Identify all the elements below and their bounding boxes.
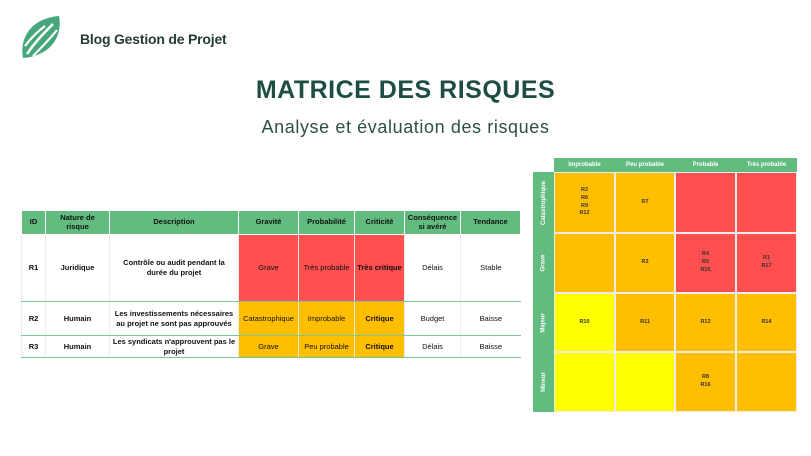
header-id: ID	[22, 211, 46, 235]
matrix-cell	[675, 172, 736, 233]
risk-id: R8	[701, 374, 710, 381]
cell-probabilite: Peu probable	[299, 336, 355, 358]
cell-consequence: Délais	[405, 336, 461, 358]
cell-gravite: Grave	[239, 336, 299, 358]
cell-criticite: Critique	[355, 302, 405, 336]
cell-id: R1	[22, 235, 46, 302]
matrix-col-header: Improbable	[554, 158, 615, 172]
site-name: Blog Gestion de Projet	[80, 31, 227, 47]
cell-description: Les investissements nécessaires au projet ne sont pas approuvés	[110, 302, 239, 336]
risk-id: R15	[700, 266, 711, 273]
matrix-cell	[554, 293, 615, 352]
risk-id: R2	[580, 186, 589, 193]
matrix-cell	[554, 172, 615, 233]
risk-id: R1	[762, 255, 771, 262]
risk-id: R17	[761, 263, 772, 269]
risk-id: R13	[700, 318, 711, 325]
cell-id: R2	[22, 302, 46, 336]
matrix-row-header	[533, 172, 554, 233]
matrix-cell	[615, 172, 675, 233]
risk-id: R9	[580, 202, 589, 209]
risk-id: R11	[640, 318, 650, 325]
page-title: MATRICE DES RISQUES	[255, 76, 556, 104]
matrix-row-label: Mineur	[540, 372, 547, 392]
matrix-cell	[736, 172, 797, 233]
cell-description: Contrôle ou audit pendant la durée du projet	[110, 235, 239, 302]
header-nature: Nature de risque	[46, 211, 110, 235]
risk-id: R3	[641, 259, 649, 266]
table-row	[22, 302, 521, 336]
cell-criticite: Critique	[355, 336, 405, 358]
matrix-row-header	[533, 352, 554, 412]
header-gravite: Gravité	[239, 211, 299, 235]
cell-nature: Humain	[46, 302, 110, 336]
cell-criticite: Très critique	[355, 235, 405, 302]
cell-tendance: Stable	[461, 235, 521, 302]
cell-probabilite: Très probable	[299, 235, 355, 302]
matrix-row-header	[533, 293, 554, 352]
table-header-row	[22, 211, 521, 235]
cell-consequence: Budget	[405, 302, 461, 336]
matrix-cell	[736, 293, 797, 352]
matrix-col-header: Peu probable	[615, 158, 675, 172]
site-logo[interactable]	[15, 10, 235, 68]
table-row	[22, 336, 521, 358]
leaf-logo-icon	[15, 12, 67, 64]
risk-id: R6	[580, 194, 589, 201]
matrix-cell	[736, 233, 797, 293]
risk-id: R14	[761, 318, 772, 325]
table-row	[22, 235, 521, 302]
risk-id: R5	[701, 259, 710, 266]
matrix-row-label: Majeur	[540, 312, 547, 333]
header-probabilite: Probabilité	[299, 211, 355, 235]
risk-table	[21, 210, 521, 358]
matrix-row-label: Catastrophique	[540, 180, 547, 225]
matrix-row-label: Grave	[540, 254, 547, 272]
risk-id: R10	[579, 318, 590, 325]
risk-matrix	[533, 158, 797, 412]
cell-tendance: Baisse	[461, 302, 521, 336]
risk-id: R12	[579, 210, 590, 217]
matrix-cell	[615, 233, 675, 293]
matrix-cell	[554, 352, 615, 412]
header-criticite: Criticité	[355, 211, 405, 235]
matrix-cell	[675, 352, 736, 412]
cell-id: R3	[22, 336, 46, 358]
matrix-cell	[554, 233, 615, 293]
risk-id: R4	[701, 251, 710, 258]
matrix-cell	[675, 233, 736, 293]
header-tendance: Tendance	[461, 211, 521, 235]
matrix-cell	[736, 352, 797, 412]
header-description: Description	[110, 211, 239, 235]
risk-id: R7	[641, 198, 649, 205]
cell-gravite: Catastrophique	[239, 302, 299, 336]
cell-nature: Humain	[46, 336, 110, 358]
cell-gravite: Grave	[239, 235, 299, 302]
cell-nature: Juridique	[46, 235, 110, 302]
matrix-row-header	[533, 233, 554, 293]
cell-description: Les syndicats n'approuvent pas le projet	[110, 336, 239, 358]
risk-id: R16	[700, 382, 711, 388]
matrix-cell	[615, 293, 675, 352]
cell-tendance: Baisse	[461, 336, 521, 358]
matrix-cell	[615, 352, 675, 412]
matrix-col-header: Très probable	[736, 158, 797, 172]
matrix-cell	[675, 293, 736, 352]
header-consequence: Conséquence si avéré	[405, 211, 461, 235]
page-subtitle: Analyse et évaluation des risques	[261, 117, 550, 137]
cell-consequence: Délais	[405, 235, 461, 302]
cell-probabilite: Improbable	[299, 302, 355, 336]
matrix-col-header: Probable	[675, 158, 736, 172]
